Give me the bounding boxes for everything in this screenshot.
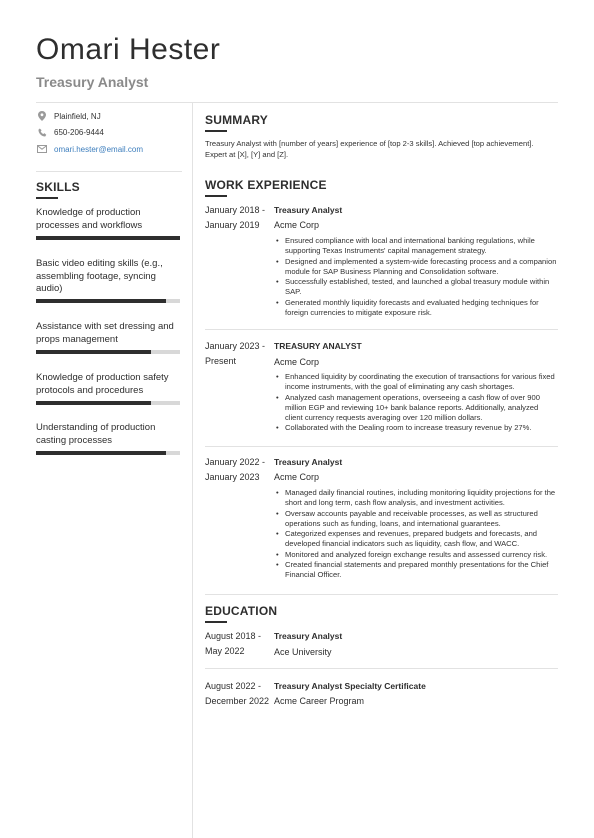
job-company: Acme Corp [274,220,320,230]
job-dates: January 2023 - Present [205,341,266,366]
job-bullet: • Collaborated with the Dealing room to increase treasury revenue by 27%. [275,423,557,433]
skill-level-bar [36,401,180,405]
skill-item: Knowledge of production processes and workflows [36,207,143,231]
job-bullet: • Created financial statements and prepared monthly presentations for the Chief Financial Officer. [275,560,557,581]
education-dates: August 2018 - May 2022 [205,631,262,656]
job-dates: January 2022 - January 2023 [205,457,266,482]
work-experience-heading-underline [205,195,227,197]
summary-heading: SUMMARY [205,113,268,127]
contact-location [36,110,186,122]
education-heading-underline [205,621,227,623]
job-bullets [275,372,557,434]
email-link[interactable]: omari.hester@email.com [54,144,144,154]
job-bullet: • Ensured compliance with local and international banking regulations, while supporting Texas Instruments' capital management strategy. [275,236,557,257]
skills-heading: SKILLS [36,180,80,194]
job-bullet: • Successfully established, tested, and launched a global treasury module within SAP. [275,277,557,298]
job-role: TREASURY ANALYST [274,341,362,351]
skill-item: Understanding of production casting processes [36,422,156,446]
skills-heading-underline [36,197,58,199]
envelope-icon [36,143,48,155]
location-text: Plainfield, NJ [54,111,101,121]
education-dates: August 2022 - December 2022 [205,681,270,706]
job-role: Treasury Analyst [274,205,343,215]
summary-heading-underline [205,130,227,132]
job-bullet: • Generated monthly liquidity forecasts and evaluated hedging techniques for foreign currencies to mitigate exposure risk. [275,298,557,319]
job-bullets [275,488,557,581]
education-school: Ace University [274,647,332,657]
header-divider [36,102,558,103]
job-company: Acme Corp [274,357,320,367]
education-degree: Treasury Analyst Specialty Certificate [274,681,426,691]
job-bullet: • Analyzed cash management operations, overseeing a cash flow of over 900 million EGP and reviewing 10+ bank balance reports. Additionally, analyzed client currency requests averaging over 120 million dollars. [275,393,557,424]
sidebar-divider [36,171,182,172]
job-bullet: • Managed daily financial routines, including monitoring liquidity projections for the short and long term, cash flow analysis, and investment activities. [275,488,557,509]
column-divider [192,103,193,838]
job-company: Acme Corp [274,472,320,482]
skill-item: Basic video editing skills (e.g., assembling footage, syncing audio) [36,258,163,294]
summary-text: Treasury Analyst with [number of years] experience of [top 2-3 skills]. Achieved [top achievement]. Expert at [X], [Y] and [Z]. [205,139,534,159]
skill-level-bar [36,236,180,240]
job-bullets [275,236,557,318]
education-degree: Treasury Analyst [274,631,343,641]
skill-level-bar [36,299,180,303]
contact-email[interactable] [36,143,186,155]
contact-phone [36,126,186,138]
section-divider [205,594,558,595]
job-bullet: • Categorized expenses and revenues, prepared budgets and forecasts, and developed financial indicators such as liquidity, cash flow, and WACC. [275,529,557,550]
candidate-name: Omari Hester [36,33,221,66]
job-divider [205,446,558,447]
job-bullet: • Monitored and analyzed foreign exchange results and assessed currency risk. [275,550,557,560]
job-bullet: • Enhanced liquidity by coordinating the execution of transactions for various fixed income instruments, with the goal of eliminating any cash shortages. [275,372,557,393]
job-divider [205,329,558,330]
job-bullet: • Designed and implemented a system-wide forecasting process and a companion module for SAP Business Planning and Consolidation software. [275,257,557,278]
phone-icon [36,126,48,138]
skill-item: Assistance with set dressing and props management [36,321,174,345]
candidate-title: Treasury Analyst [36,74,149,90]
location-pin-icon [36,110,48,122]
job-role: Treasury Analyst [274,457,343,467]
job-bullet: • Oversaw accounts payable and receivable processes, as well as structured operations such as funding, loans, and international guarantees. [275,509,557,530]
skill-item: Knowledge of production safety protocols and procedures [36,372,169,396]
skill-level-bar [36,350,180,354]
work-experience-heading: WORK EXPERIENCE [205,178,327,192]
education-school: Acme Career Program [274,696,365,706]
phone-text: 650-206-9444 [54,127,104,137]
education-divider [205,668,558,669]
skill-level-bar [36,451,180,455]
job-dates: January 2018 - January 2019 [205,205,266,230]
education-heading: EDUCATION [205,604,278,618]
